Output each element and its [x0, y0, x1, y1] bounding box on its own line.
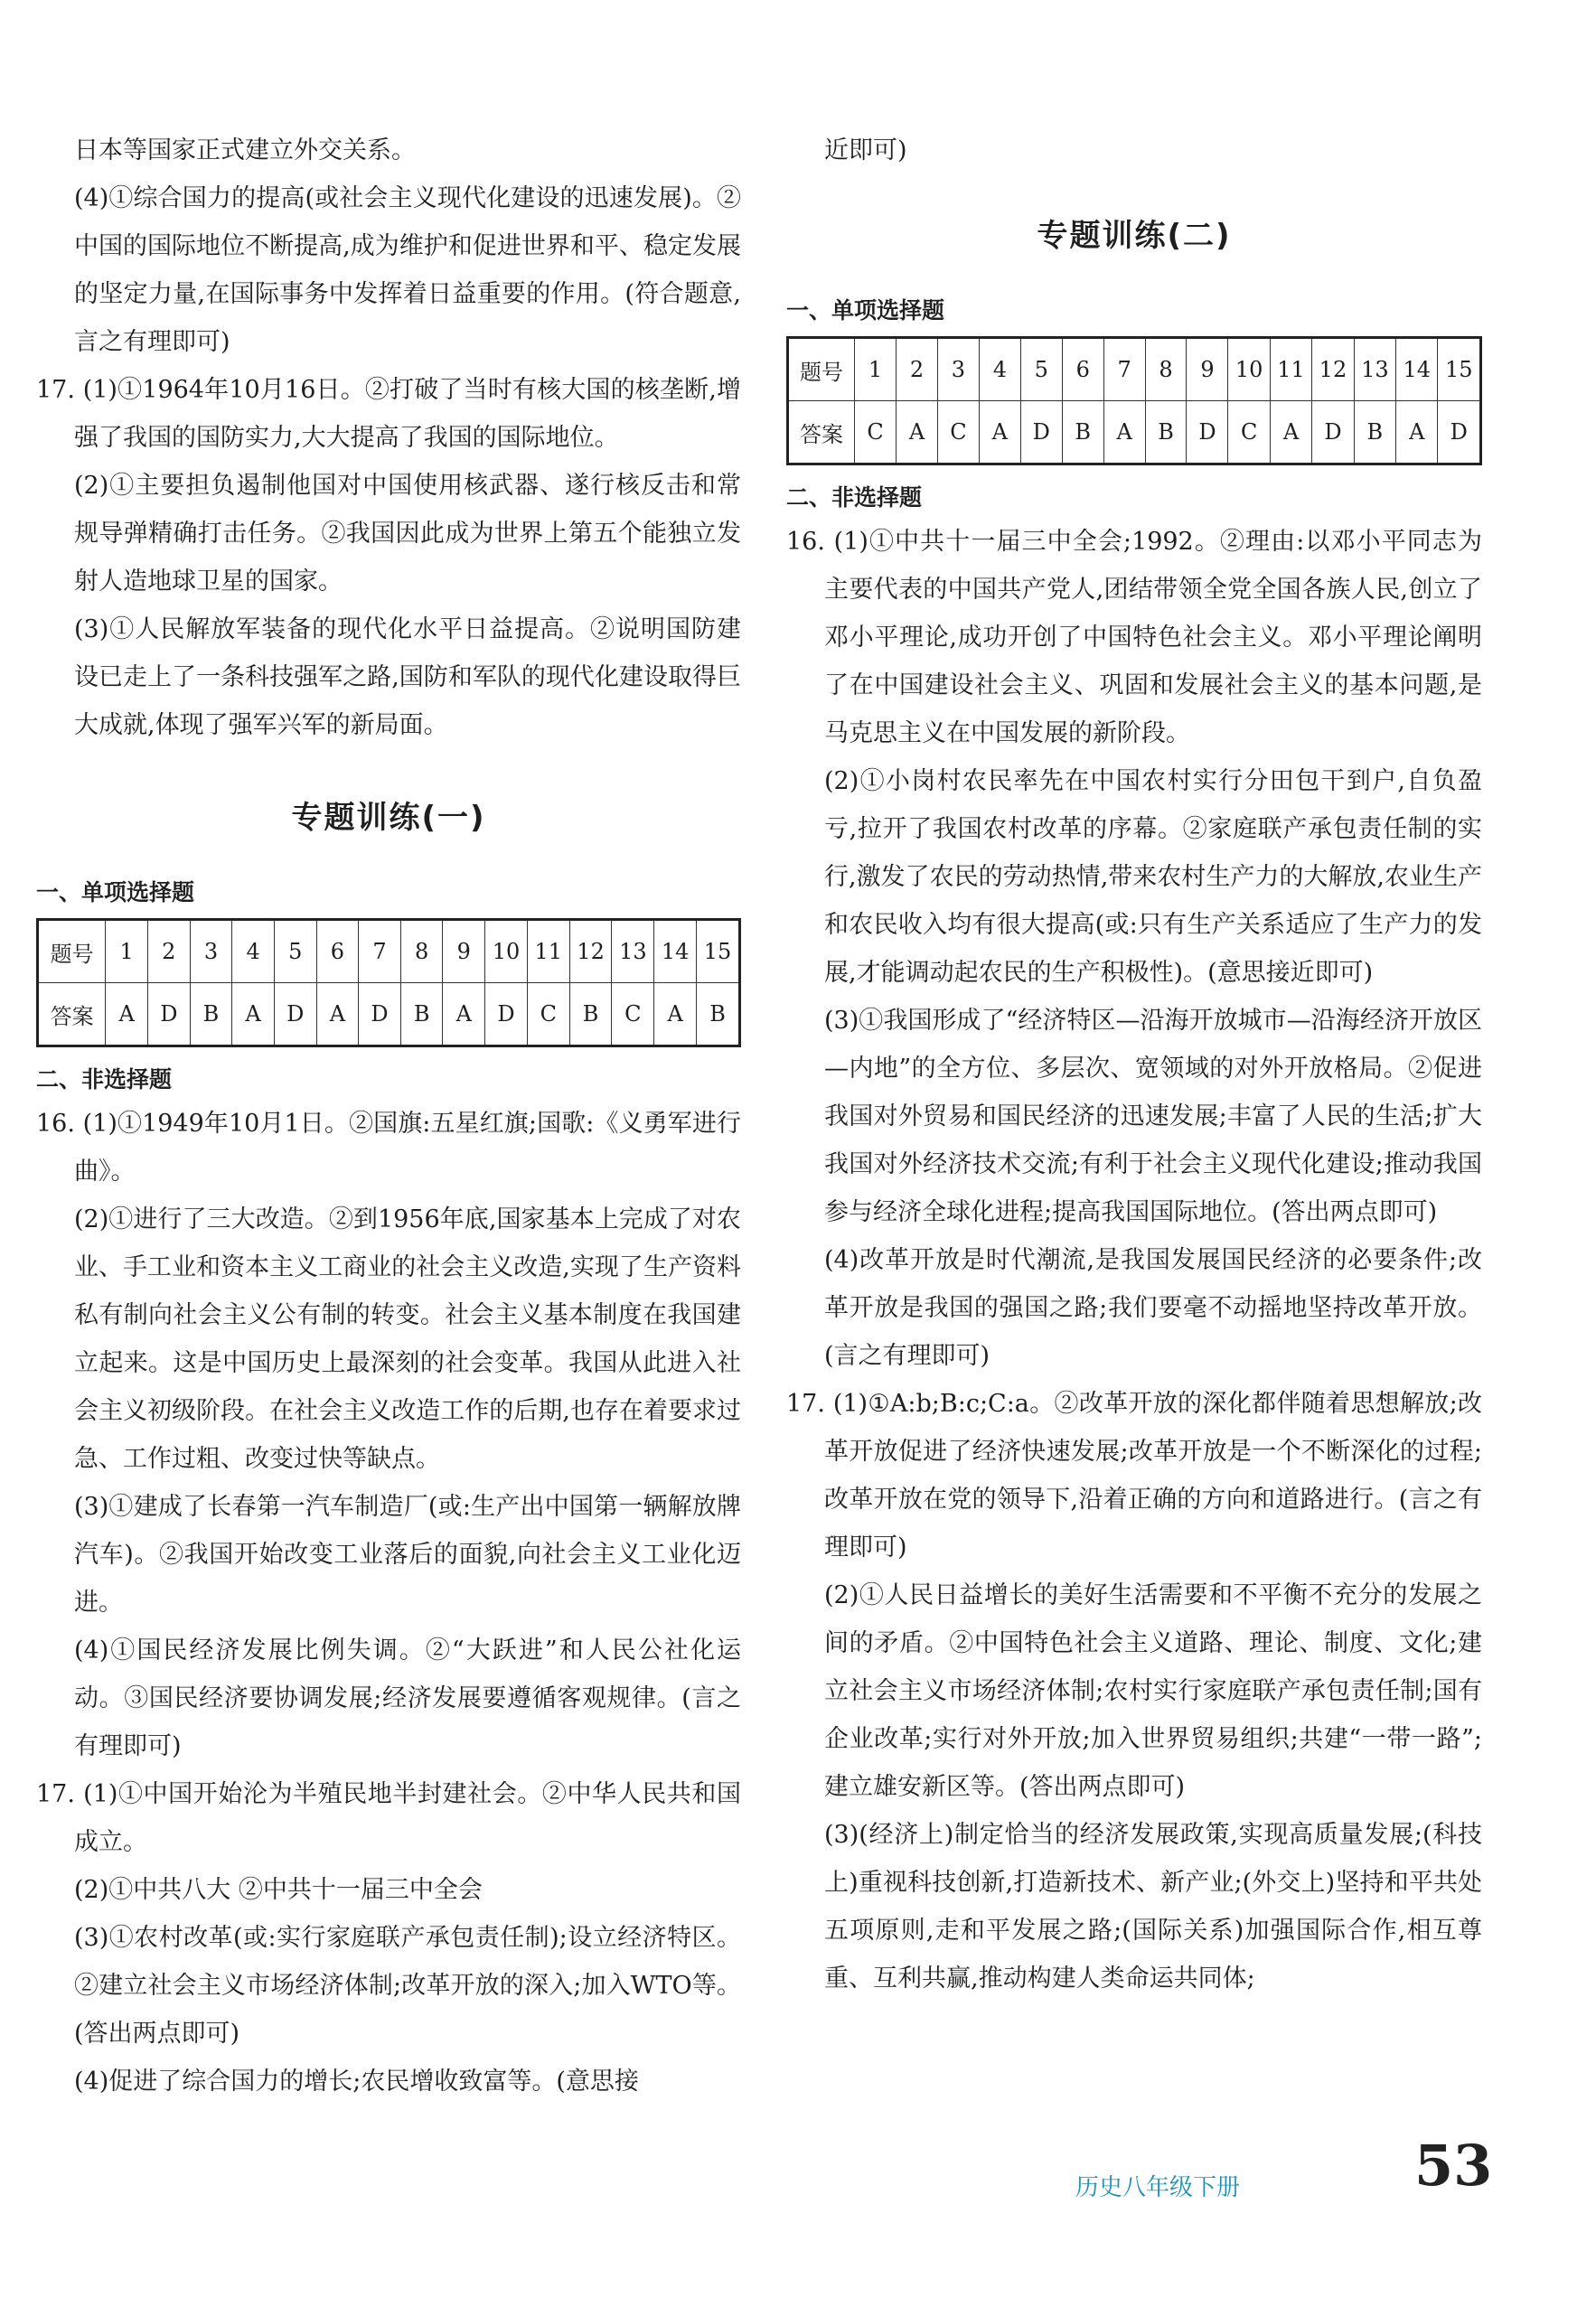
answer-cell: D — [485, 983, 528, 1046]
question-number-cell: 12 — [1312, 338, 1354, 401]
paragraph: (2)①进行了三大改造。②到1956年底,国家基本上完成了对农业、手工业和资本主义工商业的社会主义改造,实现了生产资料私有制向社会主义公有制的转变。社会主义基本制度在我国建立起来。这是中国历史上最深刻的社会变革。我国从此进入社会主义初级阶段。在社会主义改造工作的后期,也存在着要求过急、工作过粗、改变过快等缺点。 — [74, 1205, 741, 1473]
answer-cell: A — [1270, 401, 1311, 464]
question-17: 17. (1)①1964年10月16日。②打破了当时有核大国的核垄断,增强了我国的国防实力,大大提高了我国的国际地位。 — [36, 376, 741, 452]
right-column — [786, 127, 1482, 2002]
question-number-cell: 3 — [190, 920, 232, 983]
answer-cell: B — [400, 983, 443, 1046]
subsection-nonchoice: 二、非选择题 — [36, 1066, 173, 1093]
paragraph: (3)①我国形成了“经济特区—沿海开放城市—沿海经济开放区—内地”的全方位、多层次、宽领域的对外开放格局。②促进我国对外贸易和国民经济的迅速发展;丰富了人民的生活;扩大我国对外经济技术交流;有利于社会主义现代化建设;推动我国参与经济全球化进程;提高我国国际地位。(答出两点即可) — [824, 1007, 1482, 1226]
answer-cell: C — [855, 401, 897, 464]
question-number-cell: 14 — [1396, 338, 1438, 401]
question-number-cell: 11 — [1270, 338, 1311, 401]
question-number-cell: 10 — [485, 920, 528, 983]
table-row-numbers — [788, 338, 1481, 401]
question-number-cell: 3 — [937, 338, 979, 401]
question-number-cell: 13 — [1354, 338, 1395, 401]
table-header-cell: 题号 — [788, 338, 855, 401]
subsection-choice: 一、单项选择题 — [36, 879, 195, 905]
answer-cell: B — [1354, 401, 1395, 464]
answer-table — [36, 918, 741, 1047]
paragraph: (4)①国民经济发展比例失调。②“大跃进”和人民公社化运动。③国民经济要协调发展;经济发展要遵循客观规律。(言之有理即可) — [74, 1636, 741, 1760]
paragraph: 近即可) — [824, 136, 907, 164]
question-number-cell: 8 — [400, 920, 443, 983]
question-number-cell: 7 — [359, 920, 401, 983]
answer-cell: A — [1396, 401, 1438, 464]
paragraph: (4)促进了综合国力的增长;农民增收致富等。(意思接 — [74, 2068, 639, 2096]
answer-cell: A — [443, 983, 485, 1046]
question-16: 16. (1)①中共十一届三中全会;1992。②理由:以邓小平同志为主要代表的中国共产党人,团结带领全党全国各族人民,创立了邓小平理论,成功开创了中国特色社会主义。邓小平理论阐明了在中国建设社会主义、巩固和发展社会主义的基本问题,是马克思主义在中国发展的新阶段。 — [786, 528, 1482, 747]
table-header-cell: 答案 — [38, 983, 106, 1046]
subsection-choice: 一、单项选择题 — [786, 297, 945, 324]
paragraph: (3)①农村改革(或:实行家庭联产承包责任制);设立经济特区。②建立社会主义市场经济体制;改革开放的深入;加入WTO等。(答出两点即可) — [74, 1924, 741, 2048]
section-title-1: 专题训练(一) — [291, 800, 486, 836]
answer-cell: C — [1228, 401, 1270, 464]
table-header-cell: 答案 — [788, 401, 855, 464]
paragraph: (3)(经济上)制定恰当的经济发展政策,实现高质量发展;(科技上)重视科技创新,打造新技术、新产业;(外交上)坚持和平共处五项原则,走和平发展之路;(国际关系)加强国际合作,相互尊重、互利共赢,推动构建人类命运共同体; — [824, 1821, 1482, 1993]
question-16: 16. (1)①1949年10月1日。②国旗:五星红旗;国歌:《义勇军进行曲》。 — [36, 1110, 741, 1186]
question-17b: 17. (1)①中国开始沦为半殖民地半封建社会。②中华人民共和国成立。 — [36, 1780, 741, 1856]
question-number-cell: 6 — [1062, 338, 1103, 401]
question-number-cell: 4 — [979, 338, 1020, 401]
answer-cell: C — [937, 401, 979, 464]
paragraph: (4)①综合国力的提高(或社会主义现代化建设的迅速发展)。②中国的国际地位不断提高,成为维护和促进世界和平、稳定发展的坚定力量,在国际事务中发挥着日益重要的作用。(符合题意,言之有理即可) — [74, 184, 741, 356]
answer-cell: D — [147, 983, 190, 1046]
answer-cell: B — [1145, 401, 1187, 464]
table-row-answers — [38, 983, 740, 1046]
answer-cell: A — [316, 983, 359, 1046]
paragraph: (4)改革开放是时代潮流,是我国发展国民经济的必要条件;改革开放是我国的强国之路;我们要毫不动摇地坚持改革开放。(言之有理即可) — [824, 1246, 1482, 1370]
question-number-cell: 13 — [612, 920, 654, 983]
answer-cell: B — [1062, 401, 1103, 464]
table-header-cell: 题号 — [38, 920, 106, 983]
section-title-2: 专题训练(二) — [1037, 218, 1232, 254]
answer-cell: B — [190, 983, 232, 1046]
footer-book-label: 历史八年级下册 — [1075, 2174, 1241, 2201]
left-column — [36, 127, 741, 2105]
answer-cell: A — [979, 401, 1020, 464]
question-number-cell: 7 — [1103, 338, 1145, 401]
answer-cell: A — [1103, 401, 1145, 464]
answer-cell: D — [1438, 401, 1481, 464]
question-number-cell: 2 — [147, 920, 190, 983]
answer-cell: D — [1020, 401, 1062, 464]
question-number-cell: 15 — [1438, 338, 1481, 401]
question-number-cell: 15 — [697, 920, 740, 983]
question-number-cell: 1 — [855, 338, 897, 401]
subsection-nonchoice: 二、非选择题 — [786, 484, 923, 511]
answer-cell: A — [897, 401, 938, 464]
paragraph: (3)①建成了长春第一汽车制造厂(或:生产出中国第一辆解放牌汽车)。②我国开始改变工业落后的面貌,向社会主义工业化迈进。 — [74, 1493, 741, 1617]
answer-table — [786, 336, 1482, 465]
paragraph: (3)①人民解放军装备的现代化水平日益提高。②说明国防建设已走上了一条科技强军之路,国防和军队的现代化建设取得巨大成就,体现了强军兴军的新局面。 — [74, 615, 741, 739]
question-number-cell: 6 — [316, 920, 359, 983]
question-number-cell: 9 — [1187, 338, 1228, 401]
question-number-cell: 11 — [527, 920, 569, 983]
paragraph: 日本等国家正式建立外交关系。 — [74, 136, 416, 164]
question-number-cell: 12 — [569, 920, 612, 983]
answer-cell: C — [612, 983, 654, 1046]
answer-cell: A — [654, 983, 697, 1046]
question-number-cell: 14 — [654, 920, 697, 983]
page-number: 53 — [1414, 2133, 1493, 2199]
paragraph: (2)①中共八大 ②中共十一届三中全会 — [74, 1876, 483, 1904]
answer-cell: C — [527, 983, 569, 1046]
question-number-cell: 5 — [1020, 338, 1062, 401]
answer-cell: D — [359, 983, 401, 1046]
paragraph: (2)①小岗村农民率先在中国农村实行分田包干到户,自负盈亏,拉开了我国农村改革的序幕。②家庭联产承包责任制的实行,激发了农民的劳动热情,带来农村生产力的大解放,农业生产和农民收入均有很大提高(或:只有生产关系适应了生产力的发展,才能调动起农民的生产积极性)。(意思接近即可) — [824, 767, 1482, 987]
question-number-cell: 1 — [106, 920, 148, 983]
question-number-cell: 4 — [232, 920, 275, 983]
table-row-answers — [788, 401, 1481, 464]
paragraph: (2)①主要担负遏制他国对中国使用核武器、遂行核反击和常规导弹精确打击任务。②我国因此成为世界上第五个能独立发射人造地球卫星的国家。 — [74, 472, 741, 596]
question-17: 17. (1)①A:b;B:c;C:a。②改革开放的深化都伴随着思想解放;改革开放促进了经济快速发展;改革开放是一个不断深化的过程;改革开放在党的领导下,沿着正确的方向和道路进行。(言之有理即可) — [786, 1390, 1482, 1561]
answer-cell: D — [1187, 401, 1228, 464]
question-number-cell: 10 — [1228, 338, 1270, 401]
answer-cell: D — [1312, 401, 1354, 464]
question-number-cell: 2 — [897, 338, 938, 401]
question-number-cell: 8 — [1145, 338, 1187, 401]
answer-cell: D — [274, 983, 316, 1046]
question-number-cell: 5 — [274, 920, 316, 983]
table-row-numbers — [38, 920, 740, 983]
answer-cell: B — [697, 983, 740, 1046]
answer-cell: A — [106, 983, 148, 1046]
paragraph: (2)①人民日益增长的美好生活需要和不平衡不充分的发展之间的矛盾。②中国特色社会主义道路、理论、制度、文化;建立社会主义市场经济体制;农村实行家庭联产承包责任制;国有企业改革;实行对外开放;加入世界贸易组织;共建“一带一路”;建立雄安新区等。(答出两点即可) — [824, 1581, 1482, 1801]
question-number-cell: 9 — [443, 920, 485, 983]
answer-cell: A — [232, 983, 275, 1046]
answer-cell: B — [569, 983, 612, 1046]
